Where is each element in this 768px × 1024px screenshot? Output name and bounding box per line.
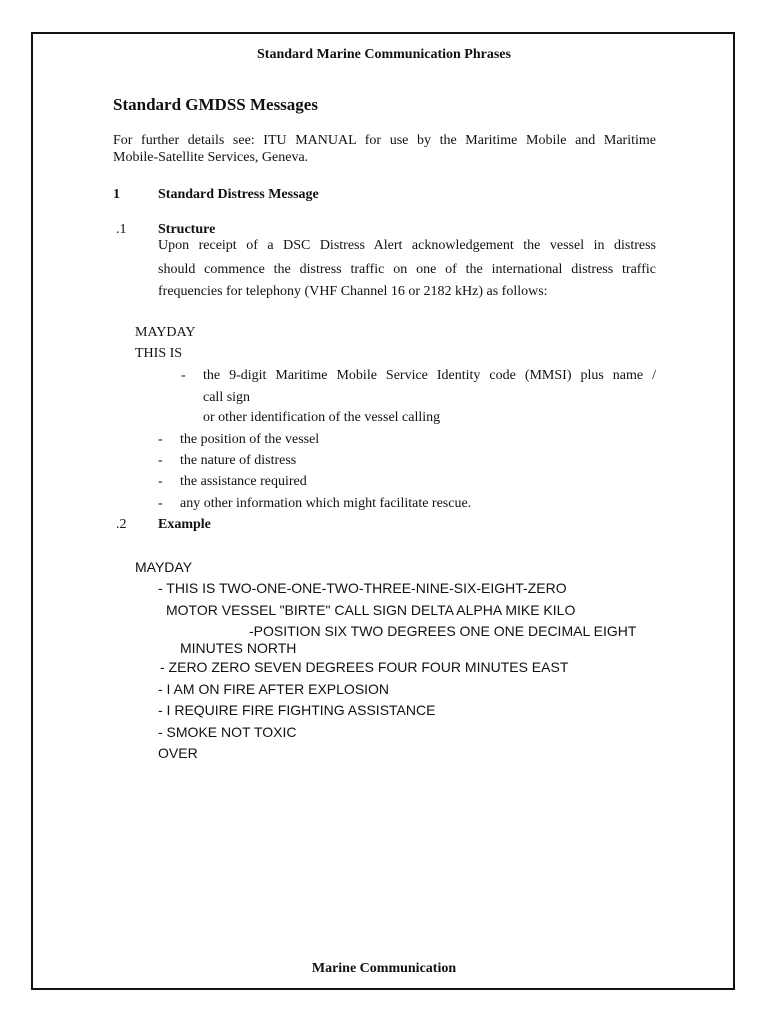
- structure-line-1: Upon receipt of a DSC Distress Alert acknowledgement the vessel in distress: [158, 238, 656, 253]
- section-title: Standard GMDSS Messages: [113, 95, 318, 114]
- example-line: - I REQUIRE FIRE FIGHTING ASSISTANCE: [158, 702, 436, 718]
- example-line: MAYDAY: [135, 559, 193, 575]
- list-item: the position of the vessel: [180, 432, 320, 447]
- intro-line-1: For further details see: ITU MANUAL for use by the Maritime Mobile and Maritime: [113, 133, 656, 148]
- running-footer: Marine Communication: [311, 961, 457, 976]
- running-header: Standard Marine Communication Phrases: [257, 47, 511, 62]
- format-this-is: THIS IS: [135, 346, 183, 361]
- example-number: .2: [116, 517, 127, 532]
- format-mayday: MAYDAY: [135, 325, 196, 340]
- structure-title: Structure: [158, 222, 216, 237]
- example-line: - SMOKE NOT TOXIC: [158, 724, 297, 740]
- example-line: - I AM ON FIRE AFTER EXPLOSION: [158, 681, 390, 697]
- structure-number: .1: [116, 222, 127, 237]
- structure-line-3: frequencies for telephony (VHF Channel 16 or 2182 kHz) as follows:: [158, 284, 548, 299]
- subsection-title: Standard Distress Message: [158, 187, 319, 202]
- intro-line-2: Mobile-Satellite Services, Geneva.: [113, 150, 309, 165]
- example-line: -POSITION SIX TWO DEGREES ONE ONE DECIMAL EIGHT: [249, 623, 637, 639]
- item-dash: -: [158, 453, 163, 468]
- example-line: OVER: [158, 745, 198, 761]
- mmsi-line-3: or other identification of the vessel calling: [203, 410, 441, 425]
- list-item: any other information which might facilitate rescue.: [180, 496, 472, 511]
- example-line: - THIS IS TWO-ONE-ONE-TWO-THREE-NINE-SIX-EIGHT-ZERO: [158, 580, 567, 596]
- mmsi-line-1: the 9-digit Maritime Mobile Service Identity code (MMSI) plus name /: [203, 368, 656, 383]
- item-dash: -: [158, 432, 163, 447]
- example-line: MINUTES NORTH: [180, 640, 297, 656]
- subsection-number: 1: [113, 187, 120, 202]
- mmsi-line-2: call sign: [203, 390, 251, 405]
- example-line: MOTOR VESSEL "BIRTE" CALL SIGN DELTA ALPHA MIKE KILO: [166, 602, 576, 618]
- item-dash: -: [158, 474, 163, 489]
- item-dash: -: [158, 496, 163, 511]
- mmsi-dash: -: [181, 368, 186, 383]
- list-item: the nature of distress: [180, 453, 297, 468]
- list-item: the assistance required: [180, 474, 307, 489]
- structure-line-2: should commence the distress traffic on one of the international distress traffic: [158, 262, 656, 277]
- example-line: - ZERO ZERO SEVEN DEGREES FOUR FOUR MINUTES EAST: [160, 659, 569, 675]
- example-title: Example: [158, 517, 211, 532]
